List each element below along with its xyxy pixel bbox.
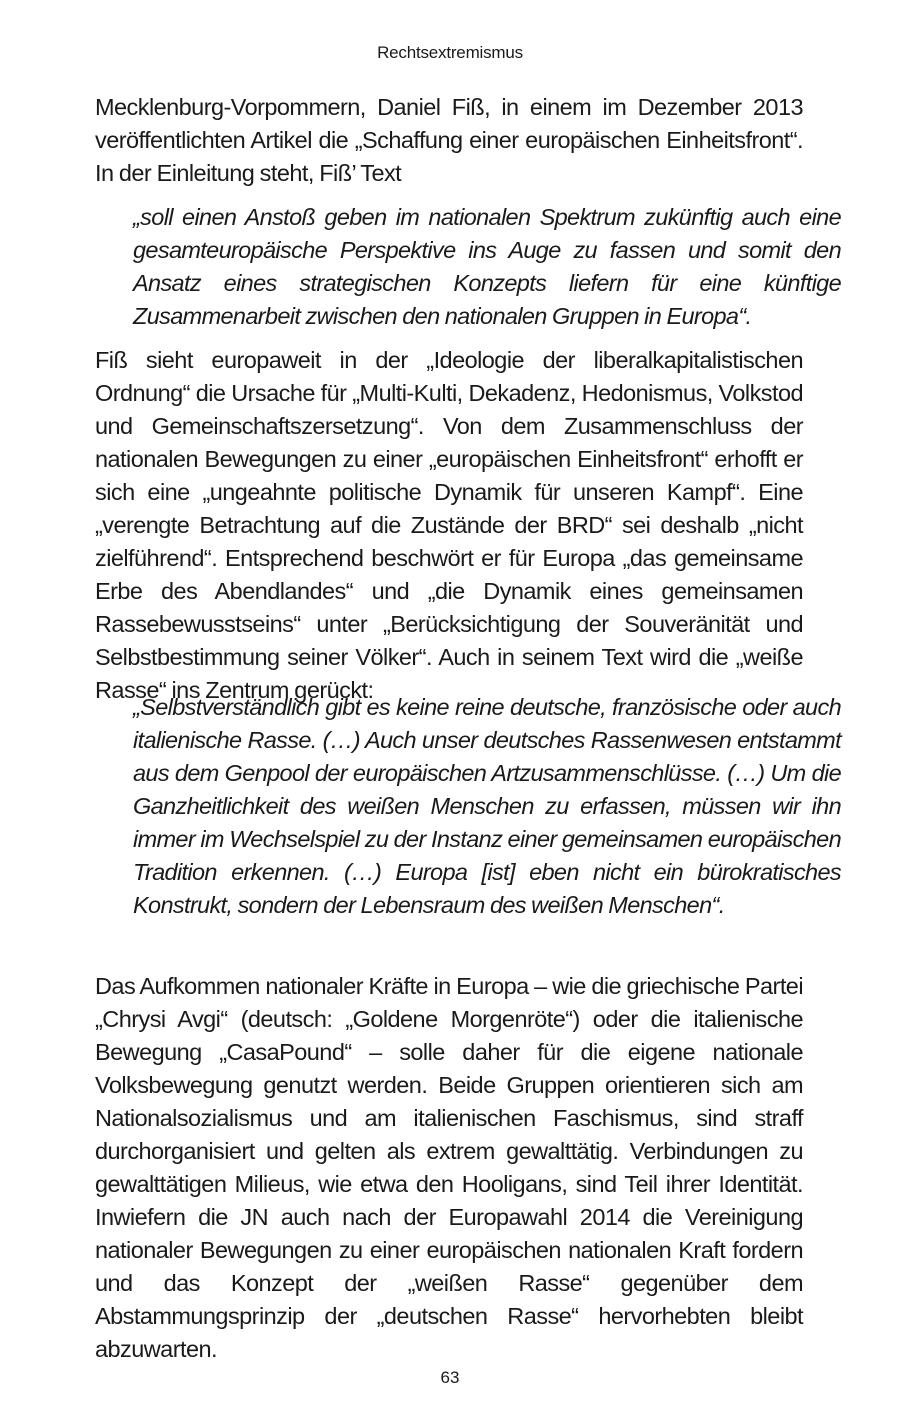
block-quote-2: „Selbstverständlich gibt es keine reine deutsche, französische oder auch italienische Rasse. (…) Auch unser deutsches Rassenwesen entstammt aus dem Genpool der europäischen Artzusammenschlüsse. (…) Um die Ganzheitlichkeit des weißen Menschen zu erfassen, müssen wir ihn immer im Wechselspiel zu der Instanz einer gemeinsamen europäischen Tradition erkennen. (…) Europa [ist] eben nicht ein bürokratisches Konstrukt, sondern der Lebensraum des weißen Menschen“. xyxy=(133,694,841,918)
running-header: Rechtsextremismus xyxy=(377,43,523,62)
page-number: 63 xyxy=(440,1368,460,1387)
body-paragraph-1: Mecklenburg-Vorpommern, Daniel Fiß, in einem im Dezember 2013 veröffentlichten Artikel die „Schaffung einer europäischen Einheitsfront“. In der Einleitung steht, Fiß’ Text xyxy=(95,94,803,186)
block-quote-1: „soll einen Anstoß geben im nationalen Spektrum zukünftig auch eine gesamteuropäische Perspektive ins Auge zu fassen und somit den Ansatz eines strategischen Konzepts liefern für eine künftige Zusammenarbeit zwischen den nationalen Gruppen in Europa“. xyxy=(133,204,841,329)
body-paragraph-3: Das Aufkommen nationaler Kräfte in Europa – wie die griechische Partei „Chrysi Avgi“ (deutsch: „Goldene Morgenröte“) oder die italienische Bewegung „CasaPound“ – solle daher für die eigene nationale Volksbewegung genutzt werden. Beide Gruppen orientieren sich am Nationalsozialismus und am italienischen Faschismus, sind straff durchorganisiert und gelten als extrem gewalttätig. Verbindungen zu gewalttätigen Milieus, wie etwa den Hooligans, sind Teil ihrer Identität. Inwiefern die JN auch nach der Europawahl 2014 die Vereinigung nationaler Bewegungen zu einer europäischen nationalen Kraft fordern und das Konzept der „weißen Rasse“ gegenüber dem Abstammungsprinzip der „deutschen Rasse“ hervorhebten bleibt abzuwarten. xyxy=(95,973,803,1362)
body-paragraph-2: Fiß sieht europaweit in der „Ideologie der liberalkapitalistischen Ordnung“ die Ursache für „Multi-Kulti, Dekadenz, Hedonismus, Volkstod und Gemeinschaftszersetzung“. Von dem Zusammenschluss der nationalen Bewegungen zu einer „europäischen Einheitsfront“ erhofft er sich eine „ungeahnte politische Dynamik für unseren Kampf“. Eine „verengte Betrachtung auf die Zustände der BRD“ sei deshalb „nicht zielführend“. Entsprechend beschwört er für Europa „das gemeinsame Erbe des Abendlandes“ und „die Dynamik eines gemeinsamen Rassebewusstseins“ unter „Berücksichtigung der Souveränität und Selbstbestimmung seiner Völker“. Auch in seinem Text wird die „weiße Rasse“ ins Zentrum gerückt: xyxy=(95,347,803,703)
